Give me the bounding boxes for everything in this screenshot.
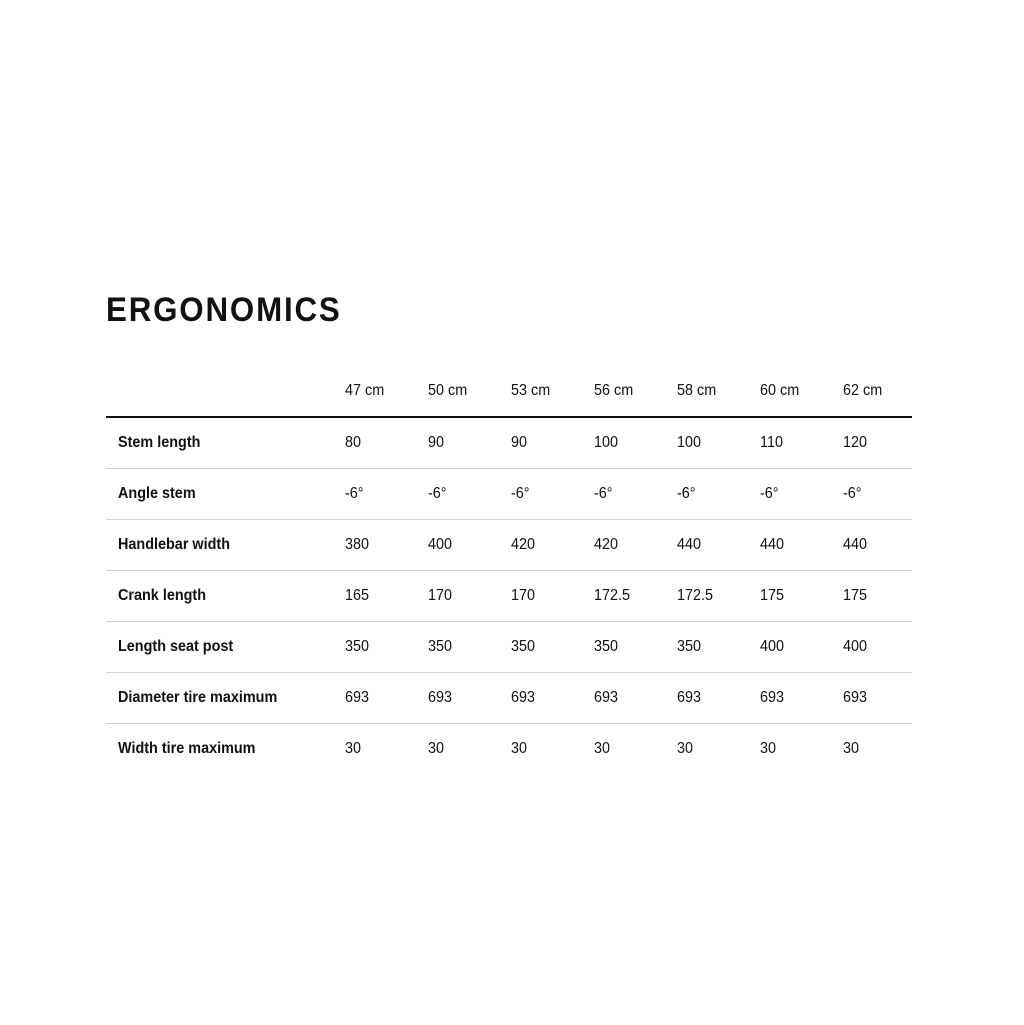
header-corner-cell [106, 366, 345, 417]
table-cell [760, 520, 843, 571]
row-label [106, 622, 345, 673]
cell-value: 170 [511, 587, 536, 604]
cell-value: 172.5 [677, 587, 714, 604]
cell-value: 350 [594, 638, 619, 655]
row-label [106, 417, 345, 469]
cell-value: 400 [843, 638, 868, 655]
cell-value: 693 [511, 689, 536, 706]
cell-value: 440 [677, 536, 702, 553]
table-row [106, 417, 912, 469]
cell-value: 100 [677, 434, 702, 451]
cell-value: 440 [760, 536, 785, 553]
table-cell [760, 571, 843, 622]
table-row [106, 520, 912, 571]
cell-value: 175 [760, 587, 785, 604]
row-label-text: Handlebar width [118, 536, 231, 553]
cell-value: 380 [345, 536, 370, 553]
column-header [760, 366, 843, 417]
cell-value: 693 [677, 689, 702, 706]
cell-value: 693 [428, 689, 453, 706]
table-cell [760, 469, 843, 520]
row-label-text: Crank length [118, 587, 207, 604]
table-cell [428, 673, 511, 724]
table-row [106, 673, 912, 724]
table-cell [428, 724, 511, 775]
table-cell [511, 571, 594, 622]
cell-value: 693 [594, 689, 619, 706]
row-label-text: Stem length [118, 434, 201, 451]
row-label [106, 724, 345, 775]
column-header [511, 366, 594, 417]
table-cell [511, 622, 594, 673]
column-header [594, 366, 677, 417]
cell-value: 175 [843, 587, 868, 604]
page-title: ERGONOMICS [106, 291, 342, 329]
cell-value: 400 [760, 638, 785, 655]
cell-value: 170 [428, 587, 453, 604]
table-cell [345, 673, 428, 724]
table-cell [345, 520, 428, 571]
table-cell [428, 417, 511, 469]
row-label-text: Width tire maximum [118, 740, 256, 757]
table-cell [677, 724, 760, 775]
cell-value: -6° [345, 485, 364, 502]
table-cell [345, 724, 428, 775]
cell-value: 420 [594, 536, 619, 553]
row-label-text: Angle stem [118, 485, 196, 502]
cell-value: 30 [594, 740, 611, 757]
table-cell [677, 469, 760, 520]
table-cell [428, 571, 511, 622]
table-cell [511, 417, 594, 469]
table-cell [345, 469, 428, 520]
cell-value: 110 [760, 434, 783, 451]
cell-value: 693 [760, 689, 785, 706]
cell-value: 350 [511, 638, 536, 655]
table-cell [760, 673, 843, 724]
table-cell [428, 520, 511, 571]
column-header-label: 56 cm [594, 382, 634, 399]
table-cell [760, 417, 843, 469]
column-header-label: 50 cm [428, 382, 468, 399]
table-cell [594, 622, 677, 673]
table-cell [345, 417, 428, 469]
cell-value: 350 [428, 638, 453, 655]
column-header [843, 366, 912, 417]
cell-value: 80 [345, 434, 362, 451]
table-cell [843, 571, 912, 622]
header-row [106, 366, 912, 417]
table-cell [594, 571, 677, 622]
table-cell [511, 469, 594, 520]
cell-value: 693 [843, 689, 868, 706]
table-cell [428, 469, 511, 520]
cell-value: -6° [428, 485, 447, 502]
cell-value: 400 [428, 536, 453, 553]
table-body [106, 417, 912, 774]
row-label-text: Diameter tire maximum [118, 689, 278, 706]
table-cell [677, 673, 760, 724]
cell-value: 30 [677, 740, 694, 757]
table-cell [843, 673, 912, 724]
table-row [106, 622, 912, 673]
cell-value: -6° [677, 485, 696, 502]
row-label [106, 673, 345, 724]
table-cell [594, 673, 677, 724]
table-cell [843, 622, 912, 673]
table-cell [594, 724, 677, 775]
table-cell [760, 622, 843, 673]
cell-value: 30 [345, 740, 362, 757]
column-header [428, 366, 511, 417]
table-cell [760, 724, 843, 775]
table-row [106, 469, 912, 520]
column-header-label: 47 cm [345, 382, 385, 399]
column-header [677, 366, 760, 417]
cell-value: 693 [345, 689, 370, 706]
cell-value: 120 [843, 434, 868, 451]
table-cell [511, 673, 594, 724]
cell-value: 30 [843, 740, 860, 757]
table-cell [677, 417, 760, 469]
table-row [106, 724, 912, 775]
row-label [106, 520, 345, 571]
table-cell [677, 622, 760, 673]
table-cell [594, 520, 677, 571]
row-label-text: Length seat post [118, 638, 234, 655]
cell-value: 100 [594, 434, 619, 451]
table-cell [843, 417, 912, 469]
cell-value: 30 [511, 740, 528, 757]
table-cell [677, 571, 760, 622]
cell-value: -6° [843, 485, 862, 502]
column-header-label: 62 cm [843, 382, 883, 399]
table-cell [594, 469, 677, 520]
table-cell [843, 520, 912, 571]
table-cell [594, 417, 677, 469]
table-cell [428, 622, 511, 673]
table-cell [345, 571, 428, 622]
cell-value: -6° [760, 485, 779, 502]
table-cell [677, 520, 760, 571]
table-cell [843, 469, 912, 520]
cell-value: -6° [594, 485, 613, 502]
ergonomics-table [106, 366, 912, 774]
table-row [106, 571, 912, 622]
cell-value: 90 [428, 434, 445, 451]
cell-value: 30 [428, 740, 445, 757]
cell-value: -6° [511, 485, 530, 502]
table-cell [511, 724, 594, 775]
row-label [106, 469, 345, 520]
cell-value: 440 [843, 536, 868, 553]
cell-value: 90 [511, 434, 528, 451]
cell-value: 350 [345, 638, 370, 655]
column-header-label: 53 cm [511, 382, 551, 399]
column-header-label: 58 cm [677, 382, 717, 399]
cell-value: 420 [511, 536, 536, 553]
cell-value: 30 [760, 740, 777, 757]
table-cell [511, 520, 594, 571]
table-header [106, 366, 912, 417]
table-cell [345, 622, 428, 673]
table-cell [843, 724, 912, 775]
cell-value: 350 [677, 638, 702, 655]
row-label [106, 571, 345, 622]
column-header-label: 60 cm [760, 382, 800, 399]
cell-value: 172.5 [594, 587, 631, 604]
cell-value: 165 [345, 587, 370, 604]
column-header [345, 366, 428, 417]
